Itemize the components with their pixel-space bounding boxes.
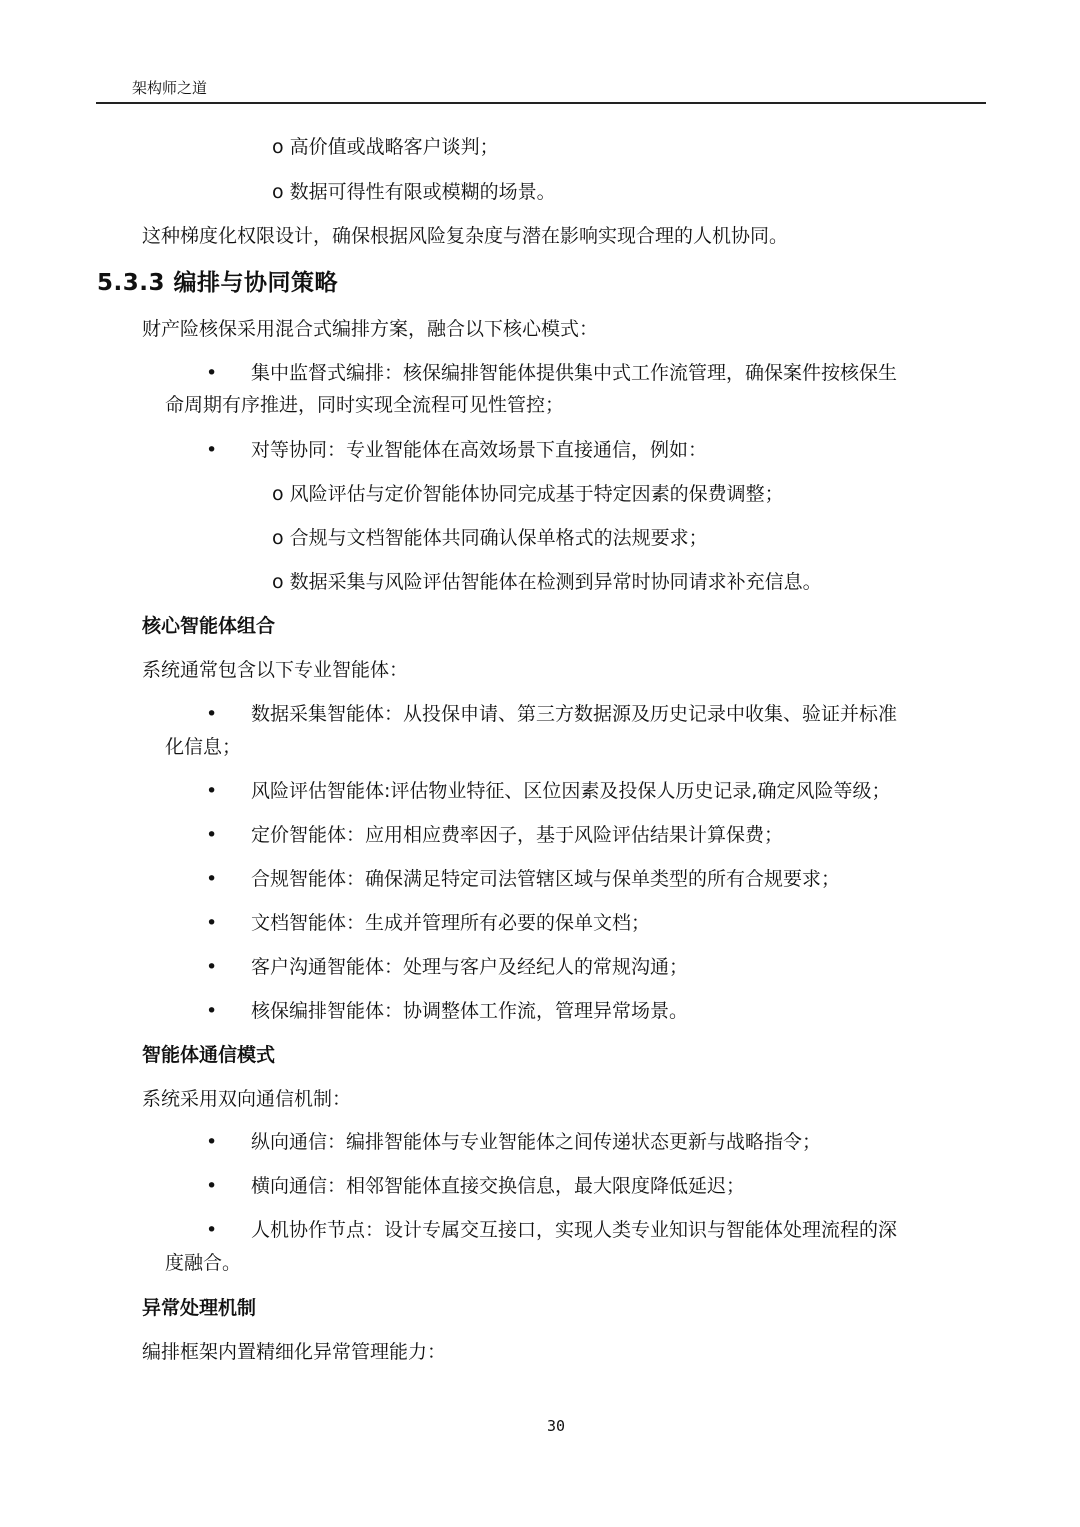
bullet-text: 人机协作节点：设计专属交互接口，实现人类专业知识与智能体处理流程的深: [251, 1219, 898, 1241]
bullet-text-continuation: 命周期有序推进，同时实现全流程可见性管控；: [165, 394, 565, 416]
bullet-text-continuation: 度融合。: [165, 1252, 242, 1274]
paragraph: 编排框架内置精细化异常管理能力：: [142, 1341, 447, 1363]
paragraph: 这种梯度化权限设计，确保根据风险复杂度与潜在影响实现合理的人机协同。: [142, 225, 789, 247]
bullet-icon: •: [206, 824, 218, 846]
subheading: 核心智能体组合: [142, 615, 276, 637]
bullet-icon: •: [206, 703, 218, 725]
subheading: 异常处理机制: [142, 1297, 257, 1319]
bullet-text: 横向通信：相邻智能体直接交换信息，最大限度降低延迟；: [251, 1175, 746, 1197]
bullet-icon: •: [206, 956, 218, 978]
bullet-icon: •: [206, 868, 218, 890]
bullet-icon: •: [206, 439, 218, 461]
paragraph: 财产险核保采用混合式编排方案，融合以下核心模式：: [142, 318, 599, 340]
subheading: 智能体通信模式: [142, 1044, 276, 1066]
header-divider: [96, 102, 986, 104]
bullet-icon: •: [206, 912, 218, 934]
bullet-text: 合规智能体：确保满足特定司法管辖区域与保单类型的所有合规要求；: [251, 868, 841, 890]
bullet-icon: •: [206, 780, 218, 802]
bullet-text: 定价智能体：应用相应费率因子，基于风险评估结果计算保费；: [251, 824, 784, 846]
bullet-text: 集中监督式编排：核保编排智能体提供集中式工作流管理，确保案件按核保生: [251, 362, 898, 384]
bullet-text: 风险评估智能体:评估物业特征、区位因素及投保人历史记录,确定风险等级；: [251, 780, 891, 802]
running-header: 架构师之道: [132, 79, 208, 97]
paragraph: 系统通常包含以下专业智能体：: [142, 659, 409, 681]
bullet-icon: •: [206, 1175, 218, 1197]
bullet-icon: •: [206, 1000, 218, 1022]
bullet-text: 数据采集智能体：从投保申请、第三方数据源及历史记录中收集、验证并标准: [251, 703, 898, 725]
bullet-icon: •: [206, 362, 218, 384]
sub-item: o 数据可得性有限或模糊的场景。: [272, 181, 556, 203]
bullet-text: 文档智能体：生成并管理所有必要的保单文档；: [251, 912, 651, 934]
bullet-text: 纵向通信：编排智能体与专业智能体之间传递状态更新与战略指令；: [251, 1131, 822, 1153]
bullet-icon: •: [206, 1131, 218, 1153]
sub-item: o 数据采集与风险评估智能体在检测到异常时协同请求补充信息。: [272, 571, 822, 593]
sub-item: o 合规与文档智能体共同确认保单格式的法规要求；: [272, 527, 708, 549]
bullet-icon: •: [206, 1219, 218, 1241]
bullet-text: 对等协同：专业智能体在高效场景下直接通信，例如：: [251, 439, 708, 461]
bullet-text: 客户沟通智能体：处理与客户及经纪人的常规沟通；: [251, 956, 689, 978]
section-heading: 5.3.3 编排与协同策略: [97, 270, 338, 296]
sub-item: o 风险评估与定价智能体协同完成基于特定因素的保费调整；: [272, 483, 784, 505]
bullet-text: 核保编排智能体：协调整体工作流，管理异常场景。: [251, 1000, 689, 1022]
sub-item: o 高价值或战略客户谈判；: [272, 136, 499, 158]
paragraph: 系统采用双向通信机制：: [142, 1088, 352, 1110]
page-number: 30: [546, 1417, 566, 1435]
bullet-text-continuation: 化信息；: [165, 736, 242, 758]
